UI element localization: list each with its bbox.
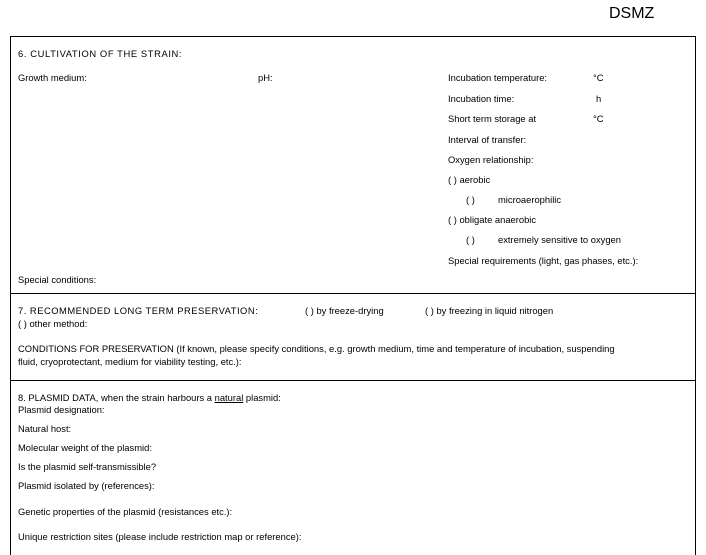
short-term-storage-unit: °C <box>593 113 604 124</box>
extremely-sensitive-box: ( ) <box>466 234 475 245</box>
microaerophilic-label: microaerophilic <box>498 194 562 205</box>
restriction-sites-label: Unique restriction sites (please include restriction map or reference): <box>18 531 302 542</box>
oxygen-relationship-label: Oxygen relationship: <box>448 154 534 165</box>
short-term-storage-label: Short term storage at <box>448 113 537 124</box>
special-requirements-label: Special requirements (light, gas phases, etc.): <box>448 255 639 266</box>
freeze-drying-option: ( ) by freeze-drying <box>305 305 384 316</box>
interval-of-transfer-label: Interval of transfer: <box>448 134 527 145</box>
incubation-temperature-label: Incubation temperature: <box>448 72 548 83</box>
microaerophilic-box: ( ) <box>466 194 475 205</box>
section7-title: 7. RECOMMENDED LONG TERM PRESERVATION: <box>18 305 259 316</box>
incubation-time-unit: h <box>596 93 602 104</box>
natural-host-label: Natural host: <box>18 423 72 434</box>
ph-label: pH: <box>258 72 273 83</box>
section8-title-underlined: natural <box>214 392 244 403</box>
obligate-anaerobic-option: ( ) obligate anaerobic <box>448 214 537 225</box>
genetic-properties-label: Genetic properties of the plasmid (resistances etc.): <box>18 506 233 517</box>
plasmid-designation-label: Plasmid designation: <box>18 404 105 415</box>
isolated-by-label: Plasmid isolated by (references): <box>18 480 155 491</box>
conditions-text-line1: CONDITIONS FOR PRESERVATION (If known, please specify conditions, e.g. growth medium, time and temperature of incubation, suspending <box>18 343 615 354</box>
section8-title-prefix: 8. PLASMID DATA, when the strain harbours a <box>18 392 215 403</box>
extremely-sensitive-label: extremely sensitive to oxygen <box>498 234 621 245</box>
self-transmissible-label: Is the plasmid self-transmissible? <box>18 461 157 472</box>
section6-title: 6. CULTIVATION OF THE STRAIN: <box>18 48 183 59</box>
other-method-option: ( ) other method: <box>18 318 88 329</box>
incubation-time-label: Incubation time: <box>448 93 515 104</box>
incubation-temperature-unit: °C <box>593 72 604 83</box>
freezing-nitrogen-option: ( ) by freezing in liquid nitrogen <box>425 305 554 316</box>
aerobic-option: ( ) aerobic <box>448 174 491 185</box>
growth-medium-label: Growth medium: <box>18 72 87 83</box>
molecular-weight-label: Molecular weight of the plasmid: <box>18 442 152 453</box>
section8-title <box>18 392 281 403</box>
section8-title-suffix: plasmid: <box>243 392 281 403</box>
special-conditions-label: Special conditions: <box>18 274 97 285</box>
brand-logo-text: DSMZ <box>609 5 655 22</box>
conditions-text-line2: fluid, cryoprotectant, medium for viability testing, etc.): <box>18 356 242 367</box>
